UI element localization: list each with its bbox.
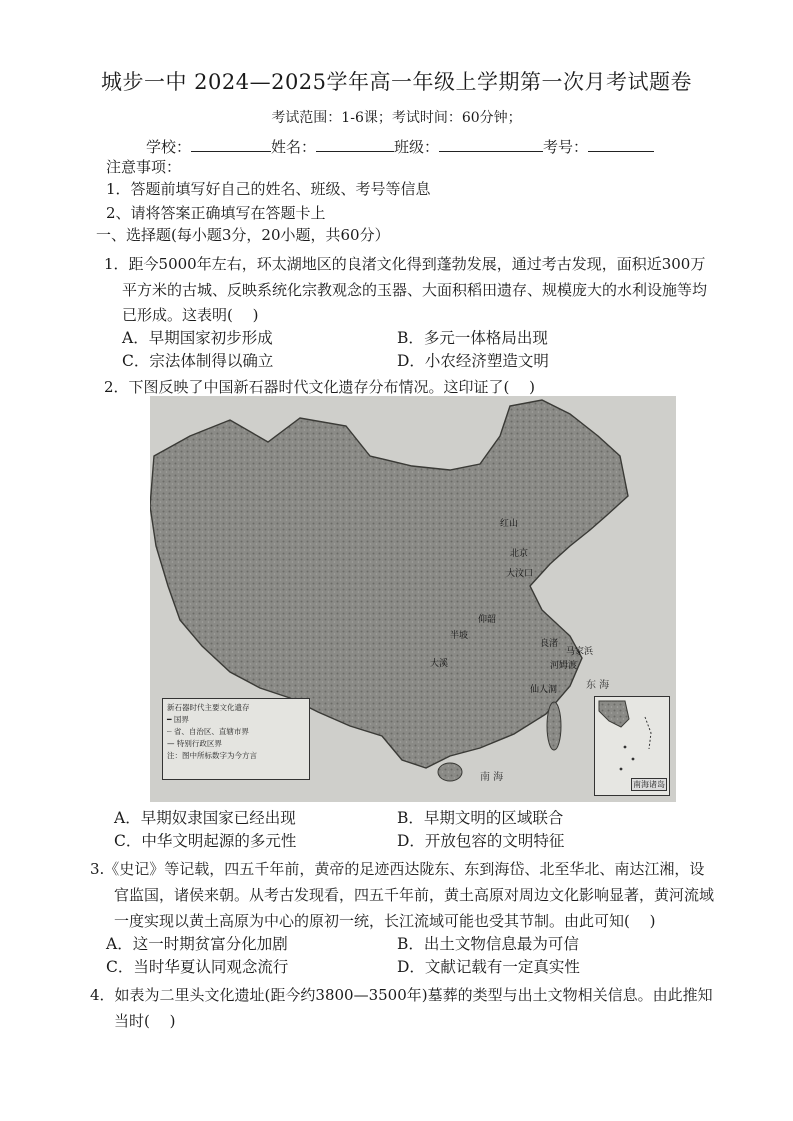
place-label: 红山 <box>500 519 519 529</box>
option-d[interactable]: D．文献记载有一定真实性 <box>397 958 580 976</box>
place-label: 仰韶 <box>478 615 497 625</box>
place-label: 良渚 <box>540 639 559 649</box>
option-c[interactable]: C．当时华夏认同观念流行 <box>106 958 289 976</box>
section-heading: 一、选择题(每小题3分，20小题，共60分） <box>96 226 390 244</box>
student-info-row <box>146 136 654 157</box>
notice-heading: 注意事项： <box>106 158 182 176</box>
number-label: 考号： <box>543 138 589 156</box>
notice-item: 2、请将答案正确填写在答题卡上 <box>106 204 326 222</box>
neolithic-sites-map <box>150 396 676 802</box>
inset-label: 南海诸岛 <box>633 780 665 789</box>
place-label: 北京 <box>510 549 529 559</box>
sea-label: 东 海 <box>586 680 610 691</box>
question-3-line: 官监国，诸侯来朝。从考古发现看，四五千年前，黄土高原对周边文化影响显著，黄河流域 <box>114 886 715 904</box>
place-label: 大溪 <box>430 659 449 669</box>
option-a[interactable]: A．早期奴隶国家已经出现 <box>114 809 296 827</box>
question-1-line: 已形成。这表明( ) <box>122 306 259 324</box>
question-4-line: 4．如表为二里头文化遗址(距今约3800—3500年)墓葬的类型与出土文物相关信息。由此推知 <box>90 986 713 1004</box>
taiwan-island <box>547 702 561 750</box>
place-label: 河姆渡 <box>550 661 578 671</box>
option-a[interactable]: A．早期国家初步形成 <box>122 329 273 347</box>
place-label: 半坡 <box>450 631 469 641</box>
school-label: 学校： <box>146 138 192 156</box>
place-label: 仙人洞 <box>530 685 558 695</box>
map-legend <box>162 698 310 780</box>
legend-title: 新石器时代主要文化遗存 <box>167 703 250 712</box>
option-d[interactable]: D．小农经济塑造文明 <box>397 352 549 370</box>
option-b[interactable]: B．多元一体格局出现 <box>397 329 548 347</box>
exam-scope: 考试范围：1-6课；考试时间：60分钟； <box>271 110 522 126</box>
name-blank[interactable] <box>316 137 394 152</box>
name-label: 姓名： <box>271 138 317 156</box>
number-blank[interactable] <box>588 137 654 152</box>
place-label: 大汶口 <box>506 569 534 579</box>
option-c[interactable]: C．宗法体制得以确立 <box>122 352 274 370</box>
question-2-line: 2．下图反映了中国新石器时代文化遗存分布情况。这印证了( ) <box>104 378 536 396</box>
place-label: 马家浜 <box>566 647 594 657</box>
hainan-island <box>438 763 462 781</box>
question-4-line: 当时( ) <box>114 1012 176 1030</box>
question-1-line: 1．距今5000年左右，环太湖地区的良渚文化得到蓬勃发展，通过考古发现，面积近300万 <box>104 255 706 273</box>
legend-note: 注：图中所标数字为今方言 <box>167 751 257 760</box>
legend-item: ┈ 省、自治区、直辖市界 <box>167 727 249 736</box>
notice-item: 1．答题前填写好自己的姓名、班级、考号等信息 <box>106 180 431 198</box>
legend-item: — 特别行政区界 <box>167 739 222 748</box>
question-1-line: 平方米的古城、反映系统化宗教观念的玉器、大面积稻田遗存、规模庞大的水利设施等均 <box>122 281 708 299</box>
option-c[interactable]: C．中华文明起源的多元性 <box>114 832 297 850</box>
legend-item: ━ 国界 <box>167 715 189 724</box>
class-label: 班级： <box>394 138 440 156</box>
page-title: 城步一中 2024—2025学年高一年级上学期第一次月考试题卷 <box>100 70 693 94</box>
option-b[interactable]: B．出土文物信息最为可信 <box>397 935 579 953</box>
school-blank[interactable] <box>191 137 271 152</box>
class-blank[interactable] <box>439 137 543 152</box>
option-d[interactable]: D．开放包容的文明特征 <box>397 832 565 850</box>
question-3-line: 一度实现以黄土高原为中心的原初一统，长江流域可能也受其节制。由此可知( ) <box>114 912 656 930</box>
sea-label: 南 海 <box>480 772 504 783</box>
south-sea-inset <box>594 696 670 796</box>
option-b[interactable]: B．早期文明的区域联合 <box>397 809 564 827</box>
question-3-line: 3.《史记》等记载，四五千年前，黄帝的足迹西达陇东、东到海岱、北至华北、南达江湘，设 <box>90 860 705 878</box>
option-a[interactable]: A．这一时期贫富分化加剧 <box>106 935 288 953</box>
